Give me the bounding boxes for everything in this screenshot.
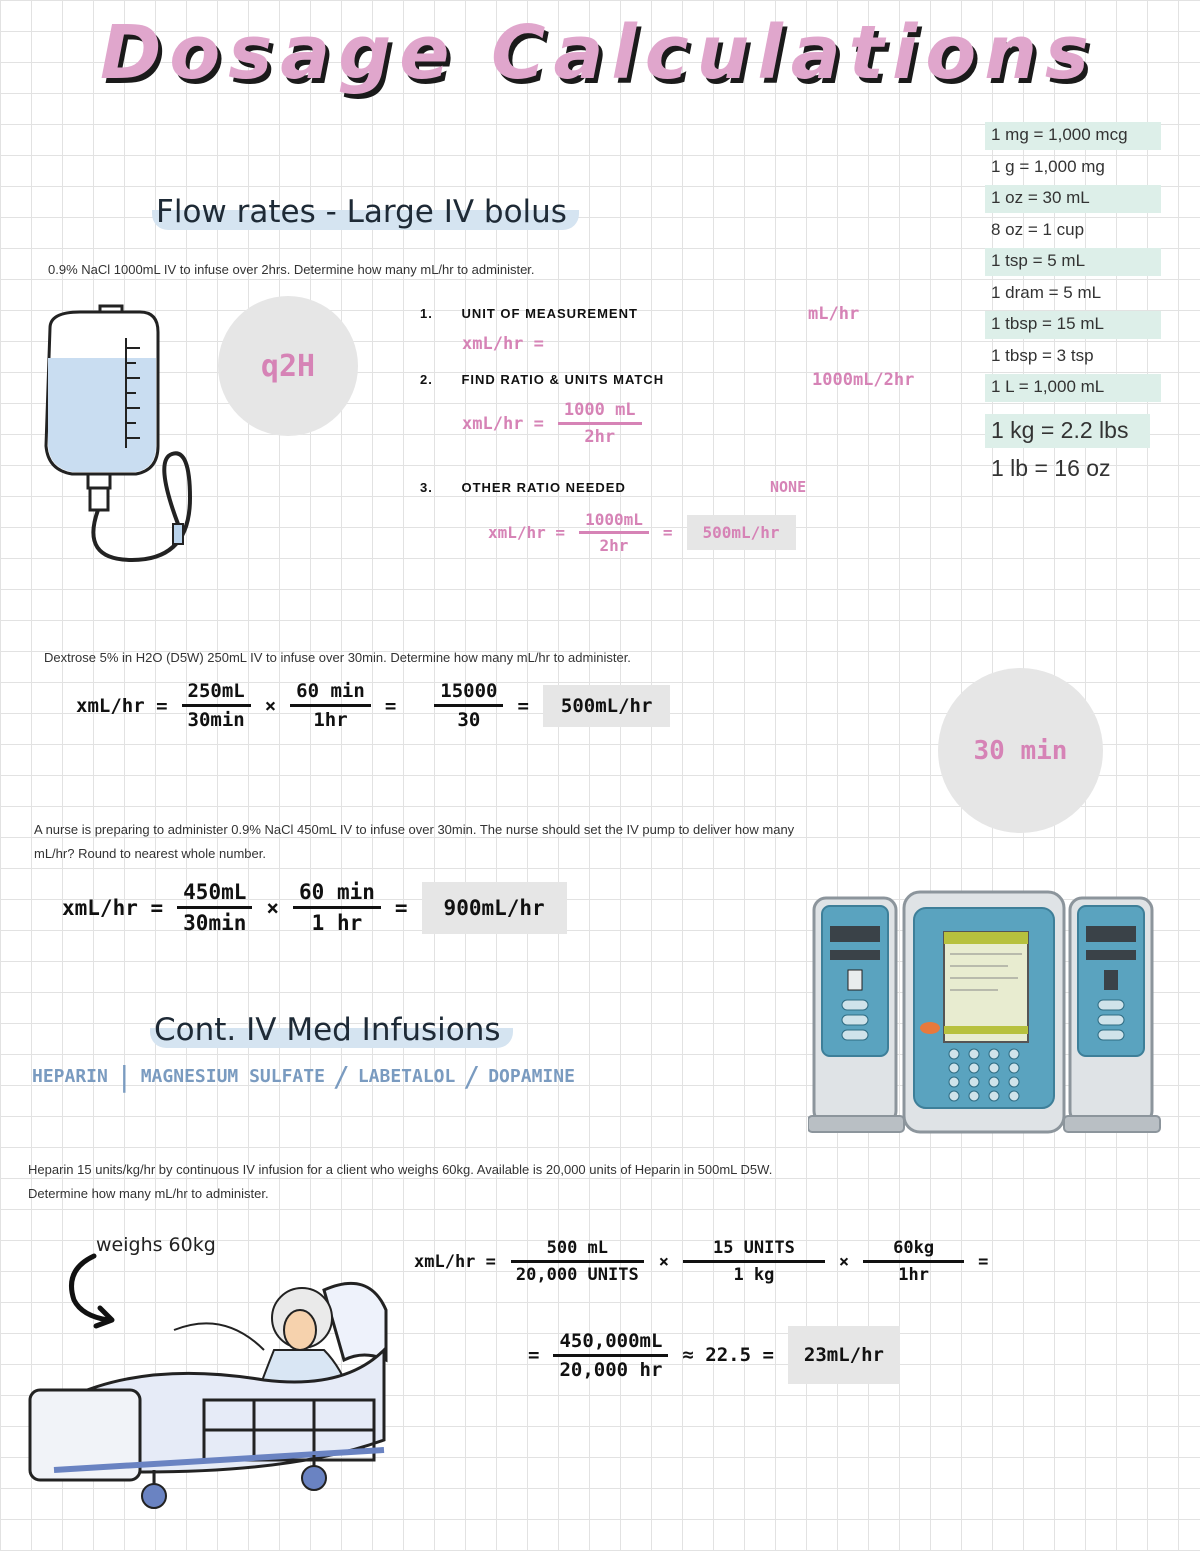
note-circle-q2h	[218, 296, 358, 436]
work-2-f2-num: 60 min	[290, 680, 371, 707]
work-4-times-1: ×	[658, 1251, 669, 1272]
work-4-equals-1: =	[978, 1251, 989, 1272]
work-3	[62, 880, 567, 935]
work-4-f1-den: 20,000 UNITS	[515, 1265, 639, 1285]
step-2-fraction-den: 2hr	[584, 427, 616, 447]
work-4-f2-den: 1 kg	[733, 1265, 775, 1285]
step-3-note: NONE	[770, 478, 807, 496]
work-2-f3-den: 30	[457, 709, 481, 731]
step-1-work: xmL/hr =	[462, 334, 544, 354]
step-2-work-lhs: xmL/hr =	[462, 413, 544, 434]
med-dopamine: DOPAMINE	[488, 1066, 575, 1087]
work-4-times-2: ×	[838, 1251, 850, 1272]
patient-bed-illustration	[24, 1250, 404, 1515]
iv-pump-illustration	[808, 888, 1163, 1148]
work-3-f1-num: 450mL	[177, 880, 252, 909]
conversion-item-0: 1 mg = 1,000 mcg	[985, 122, 1161, 150]
work-4-fraction-2	[683, 1238, 825, 1285]
work-2-f3-num: 15000	[434, 680, 503, 707]
work-2-lhs: xmL/hr =	[76, 694, 168, 717]
work-2-fraction-1	[182, 680, 251, 731]
step-2-label: FIND RATIO & UNITS MATCH	[461, 372, 665, 387]
conversion-item-3: 8 oz = 1 cup	[991, 219, 1085, 239]
conversion-item-1: 1 g = 1,000 mg	[991, 156, 1105, 176]
step-3-fraction	[579, 510, 649, 555]
work-4-f4-num: 450,000mL	[553, 1330, 668, 1357]
note-circle-30min	[938, 668, 1103, 833]
conversion-item-7: 1 tbsp = 3 tsp	[991, 345, 1094, 365]
med-list: HEPARIN | MAGNESIUM SULFATE / LABETALOL / DOPAMINE	[32, 1060, 575, 1093]
step-3	[420, 480, 626, 495]
work-4-f4-den: 20,000 hr	[559, 1358, 663, 1381]
step-3-label: OTHER RATIO NEEDED	[461, 480, 626, 495]
answer-1: 500mL/hr	[687, 515, 796, 550]
step-2-fraction	[558, 400, 642, 447]
step-3-work-lhs: xmL/hr =	[488, 523, 566, 542]
med-magnesium-sulfate: MAGNESIUM SULFATE	[140, 1066, 325, 1087]
step-1-note: mL/hr	[808, 304, 860, 324]
work-4-approx: ≈ 22.5 =	[682, 1344, 774, 1366]
question-2: Dextrose 5% in H2O (D5W) 250mL IV to infuse over 30min. Determine how many mL/hr to administer.	[44, 650, 631, 665]
conversion-table	[985, 122, 1161, 490]
work-2-times: ×	[264, 694, 277, 717]
work-4-f3-den: 1hr	[898, 1265, 929, 1285]
med-labetalol: LABETALOL	[357, 1066, 456, 1087]
conversion-item-8: 1 L = 1,000 mL	[985, 374, 1161, 402]
note-30min-text: 30 min	[973, 735, 1068, 766]
step-3-fraction-den: 2hr	[599, 536, 629, 555]
work-2-fraction-3	[434, 680, 503, 731]
step-3-number: 3.	[420, 480, 433, 495]
step-2-number: 2.	[420, 372, 433, 387]
weight-conversion-item-0: 1 kg = 2.2 lbs	[985, 414, 1150, 448]
work-2-fraction-2	[290, 680, 371, 731]
section-heading-flow-rates: Flow rates - Large IV bolus	[152, 194, 579, 230]
note-q2h-text: q2H	[260, 348, 316, 384]
answer-2: 500mL/hr	[543, 685, 671, 727]
work-4-line-1	[414, 1238, 988, 1285]
iv-bag-illustration	[40, 298, 220, 573]
work-3-f2-den: 1 hr	[311, 911, 363, 935]
step-1-label: UNIT OF MEASUREMENT	[461, 306, 638, 321]
section-heading-cont-iv: Cont. IV Med Infusions	[150, 1012, 513, 1048]
step-3-work: xmL/hr = $\frac{1000mL}{2hr}$ = 500mL/hr	[488, 510, 796, 555]
conversion-item-4: 1 tsp = 5 mL	[985, 248, 1161, 276]
work-4-line-2	[528, 1326, 900, 1384]
med-heparin: HEPARIN	[32, 1066, 108, 1087]
step-1	[420, 306, 638, 321]
work-2	[76, 680, 670, 731]
work-3-fraction-1	[177, 880, 252, 935]
conversion-item-2: 1 oz = 30 mL	[985, 185, 1161, 213]
work-4-fraction-4	[553, 1330, 668, 1381]
work-3-equals: =	[394, 895, 408, 920]
work-3-fraction-2	[293, 880, 381, 935]
weight-conversion-item-1: 1 lb = 16 oz	[991, 455, 1111, 481]
answer-3: 900mL/hr	[422, 882, 567, 934]
work-2-f2-den: 1hr	[313, 709, 348, 731]
work-4-f2-num: 15 UNITS	[683, 1238, 825, 1263]
work-2-equals: =	[384, 694, 397, 717]
question-1: 0.9% NaCl 1000mL IV to infuse over 2hrs. Determine how many mL/hr to administer.	[48, 262, 535, 277]
work-3-times: ×	[266, 895, 280, 920]
step-2	[420, 372, 664, 387]
work-4-fraction-1	[510, 1238, 645, 1285]
weight-label: weighs 60kg	[96, 1234, 216, 1256]
step-1-number: 1.	[420, 306, 433, 321]
question-3: A nurse is preparing to administer 0.9% NaCl 450mL IV to infuse over 30min. The nurse should set the IV pump to deliver how many mL/hr? Round to nearest whole number.	[34, 822, 795, 861]
question-4: Heparin 15 units/kg/hr by continuous IV infusion for a client who weighs 60kg. Available is 20,000 units of Heparin in 500mL D5W. Determine how many mL/hr to administer.	[28, 1162, 773, 1201]
step-2-work	[462, 400, 642, 447]
page-title: Dosage Calculations	[100, 10, 1097, 96]
work-2-equals-2: =	[517, 694, 529, 717]
work-3-f1-den: 30min	[183, 911, 247, 935]
step-3-fraction-num: 1000mL	[579, 510, 649, 534]
work-4-lhs: xmL/hr =	[414, 1251, 496, 1272]
work-4-f3-num: 60kg	[863, 1238, 964, 1263]
step-2-note: 1000mL/2hr	[812, 370, 915, 390]
step-2-fraction-num: 1000 mL	[558, 400, 642, 425]
work-2-f1-den: 30min	[187, 709, 245, 731]
work-4-fraction-3	[863, 1238, 964, 1285]
work-2-f1-num: 250mL	[182, 680, 251, 707]
work-4-equals-2: =	[528, 1344, 540, 1366]
work-3-f2-num: 60 min	[293, 880, 381, 909]
conversion-item-6: 1 tbsp = 15 mL	[985, 311, 1161, 339]
work-4-f1-num: 500 mL	[511, 1238, 644, 1263]
answer-4: 23mL/hr	[788, 1326, 900, 1384]
conversion-item-5: 1 dram = 5 mL	[991, 282, 1102, 302]
work-3-lhs: xmL/hr =	[62, 895, 164, 920]
